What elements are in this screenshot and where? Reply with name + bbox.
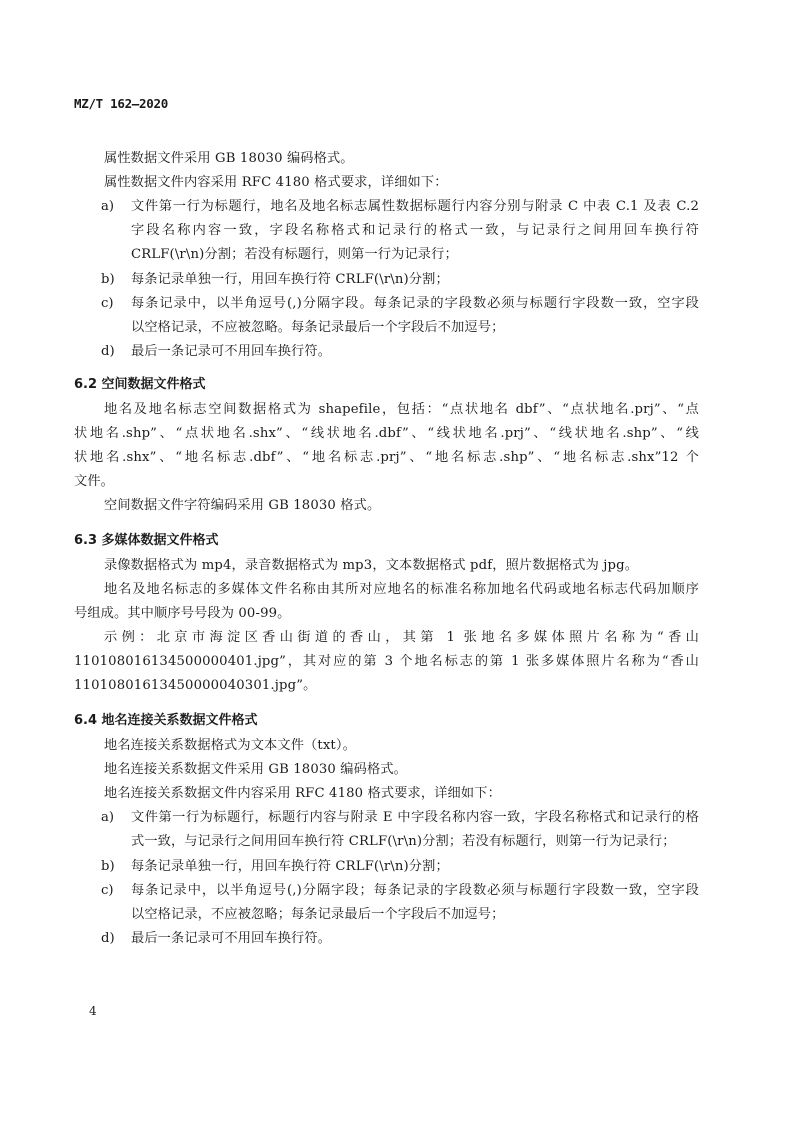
paragraph: 地名连接关系数据文件采用 GB 18030 编码格式。	[104, 762, 407, 777]
list-item-line: 每条记录中，以半角逗号(,)分隔字段；每条记录的字段数必须与标题行字段数一致，空字段	[131, 883, 699, 898]
list-item-line: 以空格记录，不应被忽略。每条记录最后一个字段后不加逗号；	[131, 320, 505, 335]
list-item-line: 最后一条记录可不用回车换行符。	[131, 931, 332, 946]
paragraph: 地名连接关系数据格式为文本文件（txt）。	[104, 738, 356, 753]
section-heading: 6.2 空间数据文件格式	[74, 377, 206, 392]
list-label: a)	[101, 199, 115, 214]
list-item-line: 以空格记录，不应被忽略；每条记录最后一个字段后不加逗号；	[131, 907, 505, 922]
list-item-line: 文件第一行为标题行，地名及地名标志属性数据标题行内容分别与附录 C 中表 C.1 及表 C.2	[131, 199, 699, 214]
paragraph: 空间数据文件字符编码采用 GB 18030 格式。	[104, 498, 381, 513]
paragraph-line: 号组成。其中顺序号号段为 00-99。	[74, 606, 291, 621]
list-label: c)	[101, 883, 114, 898]
paragraph: 录像数据格式为 mp4，录音数据格式为 mp3，文本数据格式 pdf，照片数据格式为 jpg。	[104, 558, 639, 573]
document-id-header: MZ/T 162—2020	[74, 96, 168, 111]
paragraph: 属性数据文件采用 GB 18030 编码格式。	[104, 151, 354, 166]
paragraph: 属性数据文件内容采用 RFC 4180 格式要求，详细如下：	[104, 175, 448, 190]
paragraph-line: 地名及地名标志空间数据格式为 shapefile，包括：“点状地名 dbf”、“点状地名.prj”、“点	[104, 402, 699, 417]
section-heading: 6.3 多媒体数据文件格式	[74, 533, 219, 548]
list-item-line: CRLF(\r\n)分割；若没有标题行，则第一行为记录行；	[131, 247, 458, 262]
list-item-line: 式一致，与记录行之间用回车换行符 CRLF(\r\n)分割；若没有标题行，则第一行为记录行；	[131, 834, 676, 849]
paragraph: 地名连接关系数据文件内容采用 RFC 4180 格式要求，详细如下：	[104, 786, 501, 801]
list-label: b)	[101, 272, 115, 287]
list-item-line: 字段名称内容一致，字段名称格式和记录行的格式一致，与记录行之间用回车换行符	[131, 223, 699, 238]
example-line: 示例：北京市海淀区香山街道的香山，其第 1 张地名多媒体照片名称为“香山	[104, 630, 699, 645]
list-label: d)	[101, 344, 115, 359]
list-item-line: 每条记录单独一行，用回车换行符 CRLF(\r\n)分割；	[131, 859, 449, 874]
paragraph-line: 状地名.shp”、“点状地名.shx”、“线状地名.dbf”、“线状地名.prj”、“线状地名.shp”、“线	[74, 426, 699, 441]
paragraph-line: 地名及地名标志的多媒体文件名称由其所对应地名的标准名称加地名代码或地名标志代码加顺序	[104, 582, 699, 597]
list-label: a)	[101, 810, 115, 825]
list-label: c)	[101, 296, 114, 311]
example-line: 11010801613450000040301.jpg”。	[74, 678, 317, 693]
paragraph-line: 文件。	[74, 474, 115, 489]
list-item-line: 每条记录单独一行，用回车换行符 CRLF(\r\n)分割；	[131, 272, 449, 287]
list-item-line: 文件第一行为标题行，标题行内容与附录 E 中字段名称内容一致，字段名称格式和记录行的格	[131, 810, 699, 825]
list-label: d)	[101, 931, 115, 946]
list-item-line: 每条记录中，以半角逗号(,)分隔字段。每条记录的字段数必须与标题行字段数一致，空字段	[131, 296, 699, 311]
example-line: 110108016134500000401.jpg”，其对应的第 3 个地名标志的第 1 张多媒体照片名称为“香山	[74, 654, 699, 669]
page-number: 4	[89, 1004, 97, 1018]
paragraph-line: 状地名.shx”、“地名标志.dbf”、“地名标志.prj”、“地名标志.shp”、“地名标志.shx”12 个	[74, 450, 699, 465]
list-item-line: 最后一条记录可不用回车换行符。	[131, 344, 332, 359]
section-heading: 6.4 地名连接关系数据文件格式	[74, 713, 258, 728]
list-label: b)	[101, 859, 115, 874]
